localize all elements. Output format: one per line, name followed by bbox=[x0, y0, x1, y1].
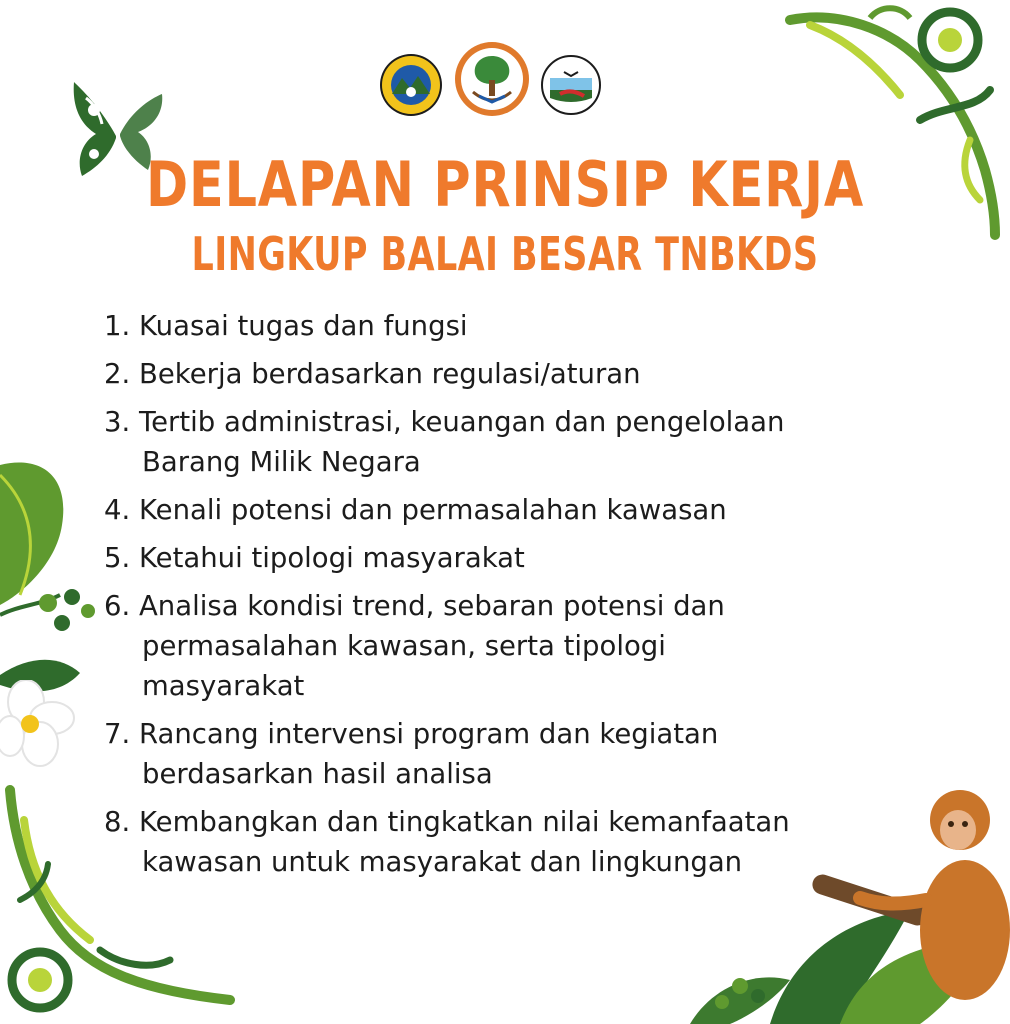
item-text-continued: kawasan untuk masyarakat dan lingkungan bbox=[142, 846, 743, 878]
item-text: Rancang intervensi program dan kegiatan bbox=[139, 718, 719, 750]
item-text-continued: Barang Milik Negara bbox=[142, 446, 421, 478]
item-text: Kembangkan dan tingkatkan nilai kemanfaatan bbox=[139, 806, 790, 838]
park-emblem-right-icon bbox=[540, 54, 602, 116]
item-number: 7. bbox=[104, 718, 131, 750]
item-number: 5. bbox=[104, 542, 131, 574]
corner-ornament-bottom-left bbox=[0, 780, 240, 1024]
item-text: Analisa kondisi trend, sebaran potensi dan bbox=[139, 590, 725, 622]
item-text: Bekerja berdasarkan regulasi/aturan bbox=[139, 358, 641, 390]
ministry-emblem-icon bbox=[453, 40, 531, 118]
list-item bbox=[104, 490, 904, 530]
item-number: 1. bbox=[104, 310, 131, 342]
item-text-continued: permasalahan kawasan, serta tipologi bbox=[142, 630, 666, 662]
park-emblem-left-icon bbox=[380, 54, 442, 116]
item-text-continued: masyarakat bbox=[142, 670, 305, 702]
item-text: Ketahui tipologi masyarakat bbox=[139, 542, 525, 574]
item-number: 4. bbox=[104, 494, 131, 526]
list-item bbox=[104, 306, 904, 346]
item-number: 6. bbox=[104, 590, 131, 622]
item-text-continued: berdasarkan hasil analisa bbox=[142, 758, 493, 790]
item-number: 2. bbox=[104, 358, 131, 390]
item-number: 8. bbox=[104, 806, 131, 838]
page-title: DELAPAN PRINSIP KERJA bbox=[146, 148, 864, 221]
monkey-icon bbox=[690, 780, 1010, 1024]
item-text: Kenali potensi dan permasalahan kawasan bbox=[139, 494, 727, 526]
list-item bbox=[104, 354, 904, 394]
item-number: 3. bbox=[104, 406, 131, 438]
list-item bbox=[104, 538, 904, 578]
page-subtitle: LINGKUP BALAI BESAR TNBKDS bbox=[191, 227, 819, 281]
frangipani-flower-icon bbox=[0, 680, 80, 770]
list-item bbox=[104, 402, 904, 482]
list-item bbox=[104, 586, 904, 706]
item-text: Tertib administrasi, keuangan dan pengelolaan bbox=[139, 406, 785, 438]
item-text: Kuasai tugas dan fungsi bbox=[139, 310, 468, 342]
logo-row bbox=[378, 40, 604, 118]
